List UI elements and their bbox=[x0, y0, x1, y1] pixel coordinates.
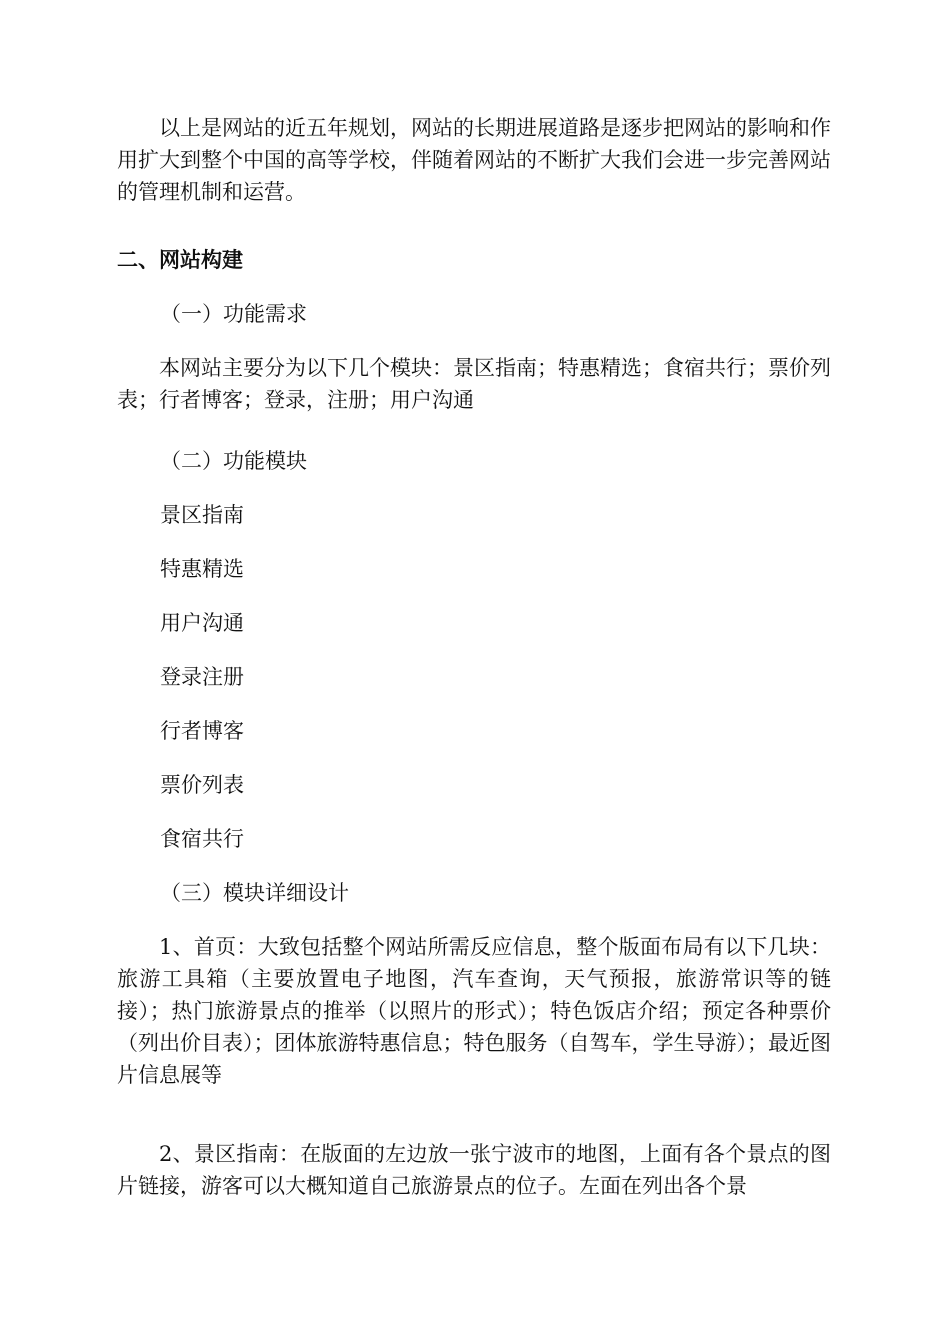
modules-intro-paragraph: 本网站主要分为以下几个模块：景区指南；特惠精选；食宿共行；票价列表；行者博客；登录，注册；用户沟通 bbox=[117, 356, 831, 412]
module-item-ticket-prices: 票价列表 bbox=[160, 773, 244, 797]
subheading-detailed-design: （三）模块详细设计 bbox=[160, 881, 349, 905]
scenic-guide-paragraph: 2、景区指南：在版面的左边放一张宁波市的地图，上面有各个景点的图片链接，游客可以大概知道自己旅游景点的位子。左面在列出各个景 bbox=[117, 1142, 831, 1198]
homepage-paragraph: 1、首页：大致包括整个网站所需反应信息，整个版面布局有以下几块：旅游工具箱（主要放置电子地图，汽车查询，天气预报，旅游常识等的链接）；热门旅游景点的推举（以照片的形式）；特色饭店介绍；预定各种票价（列出价目表）；团体旅游特惠信息；特色服务（自驾车，学生导游）；最近图片信息展等 bbox=[117, 935, 831, 1087]
module-item-traveler-blog: 行者博客 bbox=[160, 719, 244, 743]
module-item-food-lodging: 食宿共行 bbox=[160, 827, 244, 851]
module-item-scenic-guide: 景区指南 bbox=[160, 503, 244, 527]
subheading-requirements: （一）功能需求 bbox=[160, 302, 307, 326]
subheading-modules: （二）功能模块 bbox=[160, 449, 307, 473]
section-heading-site-build: 二、网站构建 bbox=[117, 248, 243, 272]
module-item-login-register: 登录注册 bbox=[160, 665, 244, 689]
module-item-user-communication: 用户沟通 bbox=[160, 611, 244, 635]
intro-paragraph: 以上是网站的近五年规划，网站的长期进展道路是逐步把网站的影响和作用扩大到整个中国的高等学校，伴随着网站的不断扩大我们会进一步完善网站的管理机制和运营。 bbox=[117, 116, 831, 204]
module-item-special-offers: 特惠精选 bbox=[160, 557, 244, 581]
